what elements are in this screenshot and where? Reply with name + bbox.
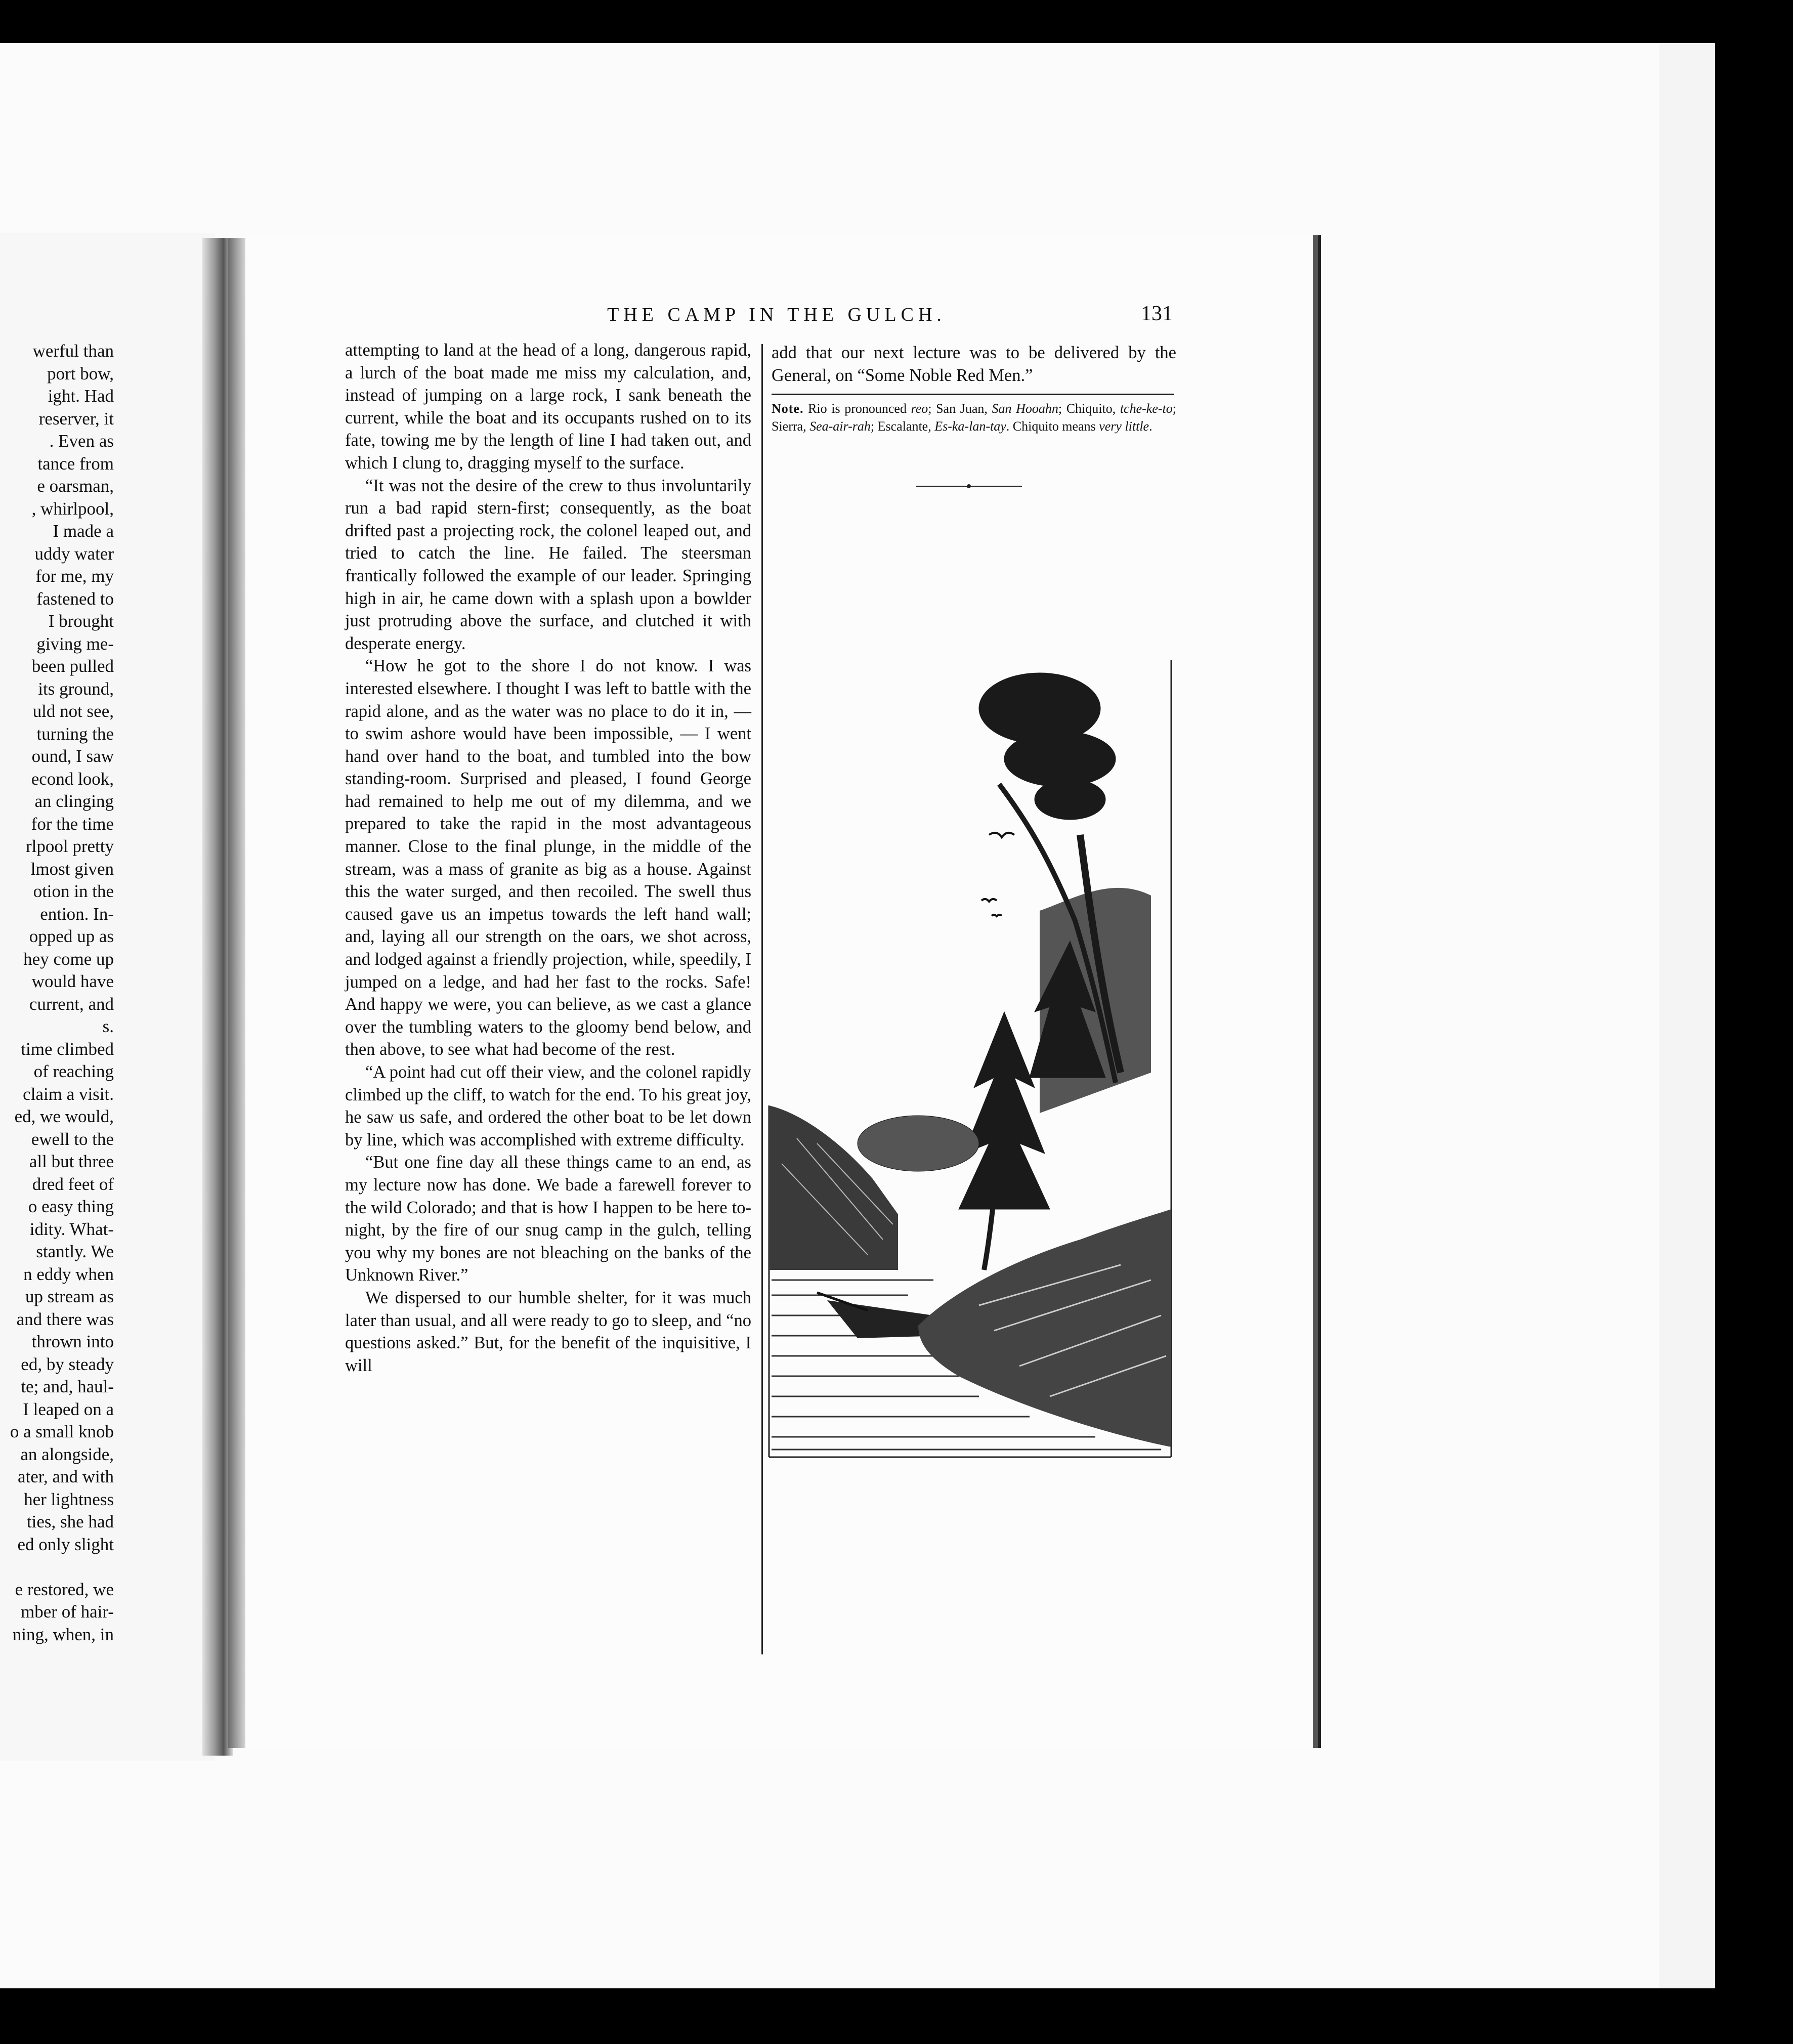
sheet-edge	[1659, 43, 1715, 1988]
left-page-line	[0, 1556, 114, 1579]
left-page-line: o easy thing	[28, 1197, 114, 1216]
note-italic: very little	[1099, 419, 1149, 434]
left-page-line: its ground,	[38, 678, 114, 699]
page-number: 131	[1141, 302, 1173, 325]
left-page-line: for the time	[31, 814, 114, 834]
paragraph: “How he got to the shore I do not know. I was interested elsewhere. I thought I was left to battle with the rapid alone, and as the water was no place to do it in, — to swim ashore would have been impossible, — I went hand over hand to the boat, and tumbled into the bow standing-room. Surprised and pleased, I found George had remained to help me out of my dilemma, and we prepared to take the rapid in the most advantageous manner. Close to the final plunge, in the middle of the stream, was a mass of granite as big as a house. Against this the water surged, and then recoiled. The swell thus caused gave us an impetus towards the left hand wall; and, laying all our strength on the oars, we shot across, and lodged against a friendly projection, while, speedily, I jumped on a ledge, and had her fast to the rocks. Safe! And happy we were, you can believe, as we cast a glance over the tumbling waters to the gloomy bend below, and then above, to see what had become of the rest.	[345, 656, 751, 1059]
left-page-line: idity. What-	[29, 1219, 114, 1239]
left-page-line: all but three	[29, 1152, 114, 1171]
left-page-line: ed, we would,	[14, 1106, 114, 1126]
column-divider	[761, 344, 763, 1654]
left-page-line: ties, she had	[26, 1512, 114, 1531]
note-text: .	[1149, 419, 1152, 434]
left-page-line: s.	[102, 1016, 114, 1036]
paragraph: We dispersed to our humble shelter, for it was much later than usual, and all were ready to go to sleep, and “no questions asked.” But, for the benefit of the inquisitive, I will	[345, 1288, 751, 1375]
left-page-line: dred feet of	[32, 1174, 114, 1194]
note-italic: Sea-air-rah	[809, 419, 871, 434]
left-page-line: ight. Had	[48, 386, 114, 406]
pronunciation-note	[772, 400, 1176, 435]
left-page-line: ed, by steady	[21, 1354, 114, 1374]
note-text: Rio is pronounced	[803, 401, 911, 416]
left-page-line: ewell to the	[31, 1129, 114, 1149]
note-text: ; Sierra,	[772, 401, 1176, 434]
paragraph: “A point had cut off their view, and the colonel rapidly climbed up the cliff, to watch for the end. To his great joy, he saw us safe, and ordered the other boat to be let down by line, which was accomplished with extreme difficulty.	[345, 1062, 751, 1149]
left-page-line: stantly. We	[36, 1242, 114, 1261]
left-page-line: I made a	[53, 521, 114, 541]
birds	[981, 833, 1014, 916]
left-page-line: turning the	[36, 723, 114, 744]
paragraph: “It was not the desire of the crew to thus involuntarily run a bad rapid stern-first; consequently, as the boat drifted past a projecting rock, the colonel leaped out, and tried to catch the line. He failed. The steersman frantically followed the example of our leader. Springing high in air, he came down with a splash upon a bowlder just protruding above the surface, and clutched it with desperate energy.	[345, 476, 751, 653]
left-page-line: tance from	[37, 453, 114, 474]
left-page-line: her lightness	[24, 1489, 114, 1509]
left-page-line: for me, my	[35, 566, 114, 586]
left-page-line: econd look,	[31, 769, 114, 789]
left-page-line: and there was	[16, 1309, 114, 1329]
note-text: . Chiquito means	[1006, 419, 1099, 434]
left-page-line: I leaped on a	[23, 1399, 114, 1419]
left-page-line: uddy water	[34, 543, 114, 564]
left-page-line: of reaching	[33, 1061, 114, 1081]
left-page-line: an alongside,	[20, 1444, 114, 1464]
left-page-line: . Even as	[49, 431, 114, 451]
left-page-line: ed only slight	[17, 1534, 114, 1554]
note-italic: San Hooahn	[992, 401, 1058, 416]
left-page-line: I brought	[48, 611, 114, 631]
left-page-line: port bow,	[47, 363, 114, 384]
left-page-line: hey come up	[23, 949, 114, 969]
left-page-line: thrown into	[31, 1332, 114, 1351]
text-column-right: add that our next lecture was to be delivered by the General, on “Some Noble Red Men.”	[772, 343, 1176, 385]
left-page-line: te; and, haul-	[21, 1377, 114, 1396]
left-page-line: ention. In-	[40, 904, 114, 924]
left-page-line: e oarsman,	[37, 476, 114, 496]
left-page-line: e restored, we	[15, 1579, 114, 1599]
left-page-line: fastened to	[36, 588, 114, 609]
left-page-line: uld not see,	[32, 701, 114, 721]
left-page-line: giving me-	[36, 633, 114, 654]
left-page-line: been pulled	[31, 656, 114, 676]
left-page-line: o a small knob	[10, 1422, 114, 1441]
section-ornament	[916, 483, 1022, 489]
left-page-line: opped up as	[29, 926, 114, 946]
left-page-line: werful than	[32, 341, 114, 361]
note-label: Note.	[772, 401, 804, 416]
river-landscape-illustration	[766, 658, 1174, 1460]
left-page-line: otion in the	[33, 881, 114, 901]
left-page-line: reserver, it	[38, 408, 114, 429]
left-page-line: mber of hair-	[21, 1602, 114, 1622]
left-page-line: n eddy when	[23, 1264, 114, 1284]
left-page-line: ater, and with	[17, 1467, 114, 1486]
note-italic: tche-ke-to	[1120, 401, 1173, 416]
left-page-line: current, and	[29, 994, 114, 1014]
paragraph: attempting to land at the head of a long, dangerous rapid, a lurch of the boat made me miss my calculation, and, instead of jumping on a large rock, I sank beneath the current, while the boat and its occupants rushed on to its fate, towing me by the length of line I had taken out, and which I clung to, dragging myself to the surface.	[345, 340, 751, 473]
text-column-left	[345, 339, 751, 1377]
left-page-line: lmost given	[30, 859, 114, 879]
note-italic: reo	[911, 401, 928, 416]
left-page-line: would have	[31, 971, 114, 991]
note-text: ; San Juan,	[928, 401, 992, 416]
left-page-line: claim a visit.	[23, 1084, 114, 1104]
left-page-line: up stream as	[25, 1287, 114, 1306]
left-page-line: rlpool pretty	[26, 836, 114, 856]
left-page-line: ning, when, in	[12, 1624, 114, 1644]
paragraph: “But one fine day all these things came to an end, as my lecture now has done. We bade a farewell forever to the wild Colorado; and that is how I happen to be here to-night, by the fire of our snug camp in the gulch, telling you why my bones are not bleaching on the banks of the Unknown River.”	[345, 1153, 751, 1285]
left-page-text-fragment	[0, 340, 114, 1646]
riverbank	[918, 1209, 1171, 1447]
left-page-line: , whirlpool,	[31, 498, 114, 519]
running-head: THE CAMP IN THE GULCH.	[607, 304, 946, 325]
note-rule	[772, 394, 1174, 395]
left-page-line: ound, I saw	[31, 746, 114, 766]
note-text: ; Escalante,	[870, 419, 935, 434]
note-italic: Es-ka-lan-tay	[934, 419, 1006, 434]
left-page-line: time climbed	[21, 1039, 114, 1059]
left-page-line: an clinging	[34, 791, 114, 811]
note-text: ; Chiquito,	[1058, 401, 1120, 416]
